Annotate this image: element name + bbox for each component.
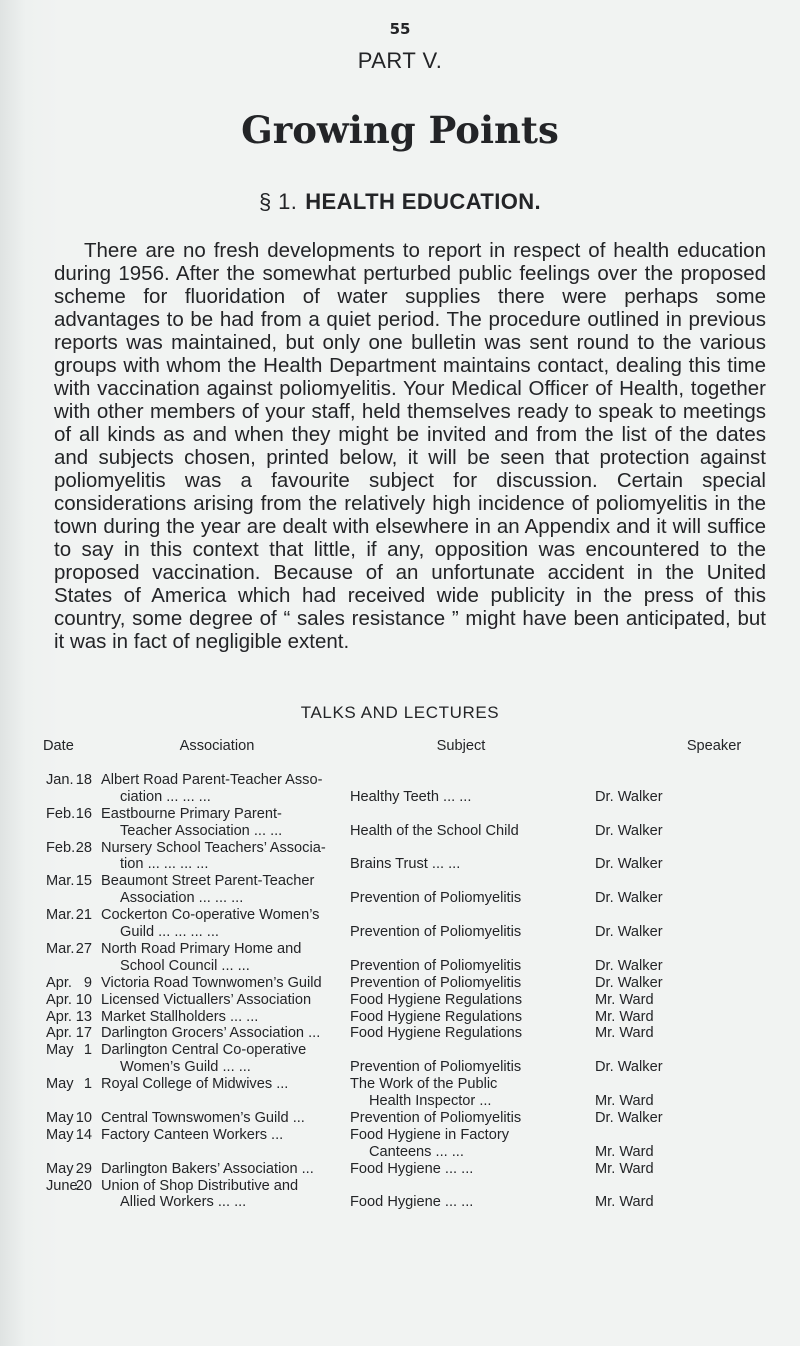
row-day: 29 (75, 1160, 92, 1177)
row-day: 15 (75, 873, 92, 890)
subject-line: Health Inspector ... (369, 1093, 492, 1110)
table-row (40, 992, 770, 1009)
row-speaker: Dr. Walker (595, 788, 663, 805)
association-line: Central Townswomen’s Guild ... (101, 1109, 305, 1126)
table-body (40, 772, 770, 1211)
row-association (101, 992, 341, 1009)
table-row (40, 806, 770, 840)
row-subject (350, 907, 580, 941)
row-speaker: Mr. Ward (595, 1194, 654, 1211)
subject-line: Food Hygiene Regulations (350, 991, 522, 1008)
subject-line: Food Hygiene Regulations (350, 1008, 522, 1025)
row-month: May (46, 1126, 74, 1143)
table-row (40, 1076, 770, 1110)
row-month: Feb. (46, 839, 76, 856)
section-title: HEALTH EDUCATION. (305, 189, 542, 214)
association-line: Women’s Guild ... ... (120, 1059, 251, 1076)
row-association (101, 941, 341, 975)
row-speaker: Dr. Walker (595, 856, 663, 873)
row-day: 16 (75, 805, 92, 822)
row-association (101, 1076, 341, 1093)
subject-line: Food Hygiene ... ... (350, 1160, 474, 1177)
row-day: 10 (75, 991, 92, 1008)
row-month: Apr. (46, 1025, 72, 1042)
row-subject (350, 806, 580, 840)
association-line: ciation ... ... ... (120, 788, 211, 805)
row-subject (350, 873, 580, 907)
row-subject (350, 772, 580, 806)
subject-line: Canteens ... ... (369, 1143, 464, 1160)
row-day: 10 (75, 1109, 92, 1126)
subject-line: The Work of the Public (350, 1076, 498, 1093)
association-line: Allied Workers ... ... (120, 1194, 247, 1211)
table-row (40, 975, 770, 992)
row-speaker: Dr. Walker (595, 974, 663, 991)
row-month: May (46, 1109, 74, 1126)
section-number: § 1. (258, 189, 298, 214)
subject-line: Food Hygiene in Factory (350, 1126, 509, 1143)
column-header-speaker: Speaker (686, 738, 742, 754)
association-line: Teacher Association ... ... (120, 822, 283, 839)
subject-line: Prevention of Poliomyelitis (350, 957, 522, 974)
row-day: 27 (75, 940, 92, 957)
page-title: Growing Points (241, 108, 559, 152)
row-association (101, 873, 341, 907)
association-line: School Council ... ... (120, 957, 250, 974)
row-association (101, 975, 341, 992)
row-association (101, 1127, 341, 1144)
association-line: Guild ... ... ... ... (120, 924, 219, 941)
association-line: Darlington Bakers’ Association ... (101, 1160, 314, 1177)
subject-line: Prevention of Poliomyelitis (350, 1059, 522, 1076)
row-speaker: Dr. Walker (595, 1109, 663, 1126)
row-speaker: Dr. Walker (595, 924, 663, 941)
row-speaker: Mr. Ward (595, 1160, 654, 1177)
subject-line: Prevention of Poliomyelitis (350, 974, 522, 991)
row-subject (350, 1127, 580, 1161)
column-header-date: Date (43, 738, 74, 754)
association-line: Licensed Victuallers’ Association (101, 991, 312, 1008)
association-line: Darlington Grocers’ Association ... (101, 1025, 321, 1042)
row-subject (350, 1178, 580, 1212)
row-month: Jan. (46, 772, 74, 788)
row-speaker: Mr. Ward (595, 1143, 654, 1160)
table-row (40, 1161, 770, 1178)
row-day: 28 (75, 839, 92, 856)
row-day: 9 (83, 974, 92, 991)
section-heading (0, 189, 800, 215)
row-day: 13 (75, 1008, 92, 1025)
row-month: Apr. (46, 974, 72, 991)
association-line: Factory Canteen Workers ... (101, 1126, 284, 1143)
column-header-association: Association (179, 738, 255, 754)
row-speaker: Dr. Walker (595, 890, 663, 907)
table-row (40, 772, 770, 806)
talks-heading: TALKS AND LECTURES (300, 703, 500, 722)
row-month: May (46, 1076, 74, 1093)
association-line: Royal College of Midwives ... (101, 1076, 289, 1093)
row-association (101, 1178, 341, 1212)
row-day: 17 (75, 1025, 92, 1042)
page-number: 55 (389, 20, 411, 38)
row-subject (350, 840, 580, 874)
row-association (101, 840, 341, 874)
row-subject (350, 1042, 580, 1076)
row-day: 21 (75, 907, 92, 924)
table-row (40, 873, 770, 907)
row-subject (350, 1076, 580, 1110)
table-row (40, 1009, 770, 1026)
talks-table (40, 738, 770, 1211)
subject-line: Prevention of Poliomyelitis (350, 1109, 522, 1126)
row-day: 14 (75, 1126, 92, 1143)
row-subject (350, 1009, 580, 1026)
row-subject (350, 1161, 580, 1178)
association-line: Darlington Central Co-operative (101, 1042, 307, 1059)
association-line: tion ... ... ... ... (120, 856, 209, 873)
association-line: Union of Shop Distributive and (101, 1177, 299, 1194)
table-row (40, 941, 770, 975)
association-line: Albert Road Parent-Teacher Asso- (101, 772, 323, 788)
row-association (101, 907, 341, 941)
row-month: May (46, 1160, 74, 1177)
row-month: Mar. (46, 940, 75, 957)
row-speaker: Mr. Ward (595, 1093, 654, 1110)
row-speaker: Dr. Walker (595, 957, 663, 974)
table-row (40, 1127, 770, 1161)
row-month: June (46, 1177, 78, 1194)
column-header-subject: Subject (436, 738, 486, 754)
row-association (101, 806, 341, 840)
row-association (101, 1025, 341, 1042)
row-day: 1 (83, 1042, 92, 1059)
row-subject (350, 941, 580, 975)
association-line: Victoria Road Townwomen’s Guild (101, 974, 322, 991)
row-speaker: Mr. Ward (595, 1025, 654, 1042)
row-speaker: Dr. Walker (595, 1059, 663, 1076)
row-subject (350, 992, 580, 1009)
row-month: Apr. (46, 991, 72, 1008)
table-row (40, 1025, 770, 1042)
subject-line: Health of the School Child (350, 822, 519, 839)
subject-line: Brains Trust ... ... (350, 856, 461, 873)
row-association (101, 1110, 341, 1127)
body-paragraph: There are no fresh developments to report in respect of health education during 1956. After the somewhat perturbed public feelings over the proposed scheme for fluoridation of water supplies there were perhaps some advantages to be had from a quiet period. The procedure outlined in previous reports was maintained, but only one bulletin was sent round to the various groups with whom the Health Department maintains contact, dealing this time with vaccination against poliomyelitis. Your Medical Officer of Health, together with other members of your staff, held themselves ready to speak to meetings of all kinds as and when they might be invited and from the list of the dates and subjects chosen, printed below, it will be seen that protection against poliomyelitis was a favourite subject for discussion. Certain special considerations arising from the relatively high incidence of poliomyelitis in the town during the year are dealt with elsewhere in an Appendix and it will suffice to say in this context that little, if any, opposition was encountered to the proposed vaccination. Because of an unfortunate accident in the United States of America which had received wide publicity in the press of this country, some degree of “ sales resistance ” might have been anticipated, but it was in fact of negligible extent. (54, 239, 766, 653)
row-association (101, 1042, 341, 1076)
association-line: Eastbourne Primary Parent- (101, 805, 282, 822)
row-day: 1 (83, 1076, 92, 1093)
table-row (40, 1042, 770, 1076)
row-association (101, 772, 341, 806)
row-association (101, 1161, 341, 1178)
row-subject (350, 975, 580, 992)
row-month: Mar. (46, 873, 75, 890)
subject-line: Food Hygiene Regulations (350, 1025, 522, 1042)
table-row (40, 840, 770, 874)
row-speaker: Dr. Walker (595, 822, 663, 839)
row-subject (350, 1110, 580, 1127)
row-month: Mar. (46, 907, 75, 924)
row-month: May (46, 1042, 74, 1059)
subject-line: Prevention of Poliomyelitis (350, 890, 522, 907)
row-day: 18 (75, 772, 92, 788)
table-header (40, 738, 770, 772)
table-row (40, 1110, 770, 1127)
subject-line: Prevention of Poliomyelitis (350, 924, 522, 941)
association-line: North Road Primary Home and (101, 940, 302, 957)
row-day: 20 (75, 1177, 92, 1194)
row-month: Feb. (46, 805, 76, 822)
subject-line: Healthy Teeth ... ... (350, 788, 472, 805)
association-line: Cockerton Co-operative Women’s (101, 907, 320, 924)
row-speaker: Mr. Ward (595, 1008, 654, 1025)
row-month: Apr. (46, 1008, 72, 1025)
table-row (40, 1178, 770, 1212)
association-line: Beaumont Street Parent-Teacher (101, 873, 315, 890)
part-heading: PART V. (357, 48, 443, 73)
association-line: Association ... ... ... (120, 890, 244, 907)
row-subject (350, 1025, 580, 1042)
row-speaker: Mr. Ward (595, 991, 654, 1008)
association-line: Nursery School Teachers’ Associa- (101, 839, 326, 856)
subject-line: Food Hygiene ... ... (350, 1194, 474, 1211)
row-association (101, 1009, 341, 1026)
table-row (40, 907, 770, 941)
association-line: Market Stallholders ... ... (101, 1008, 259, 1025)
